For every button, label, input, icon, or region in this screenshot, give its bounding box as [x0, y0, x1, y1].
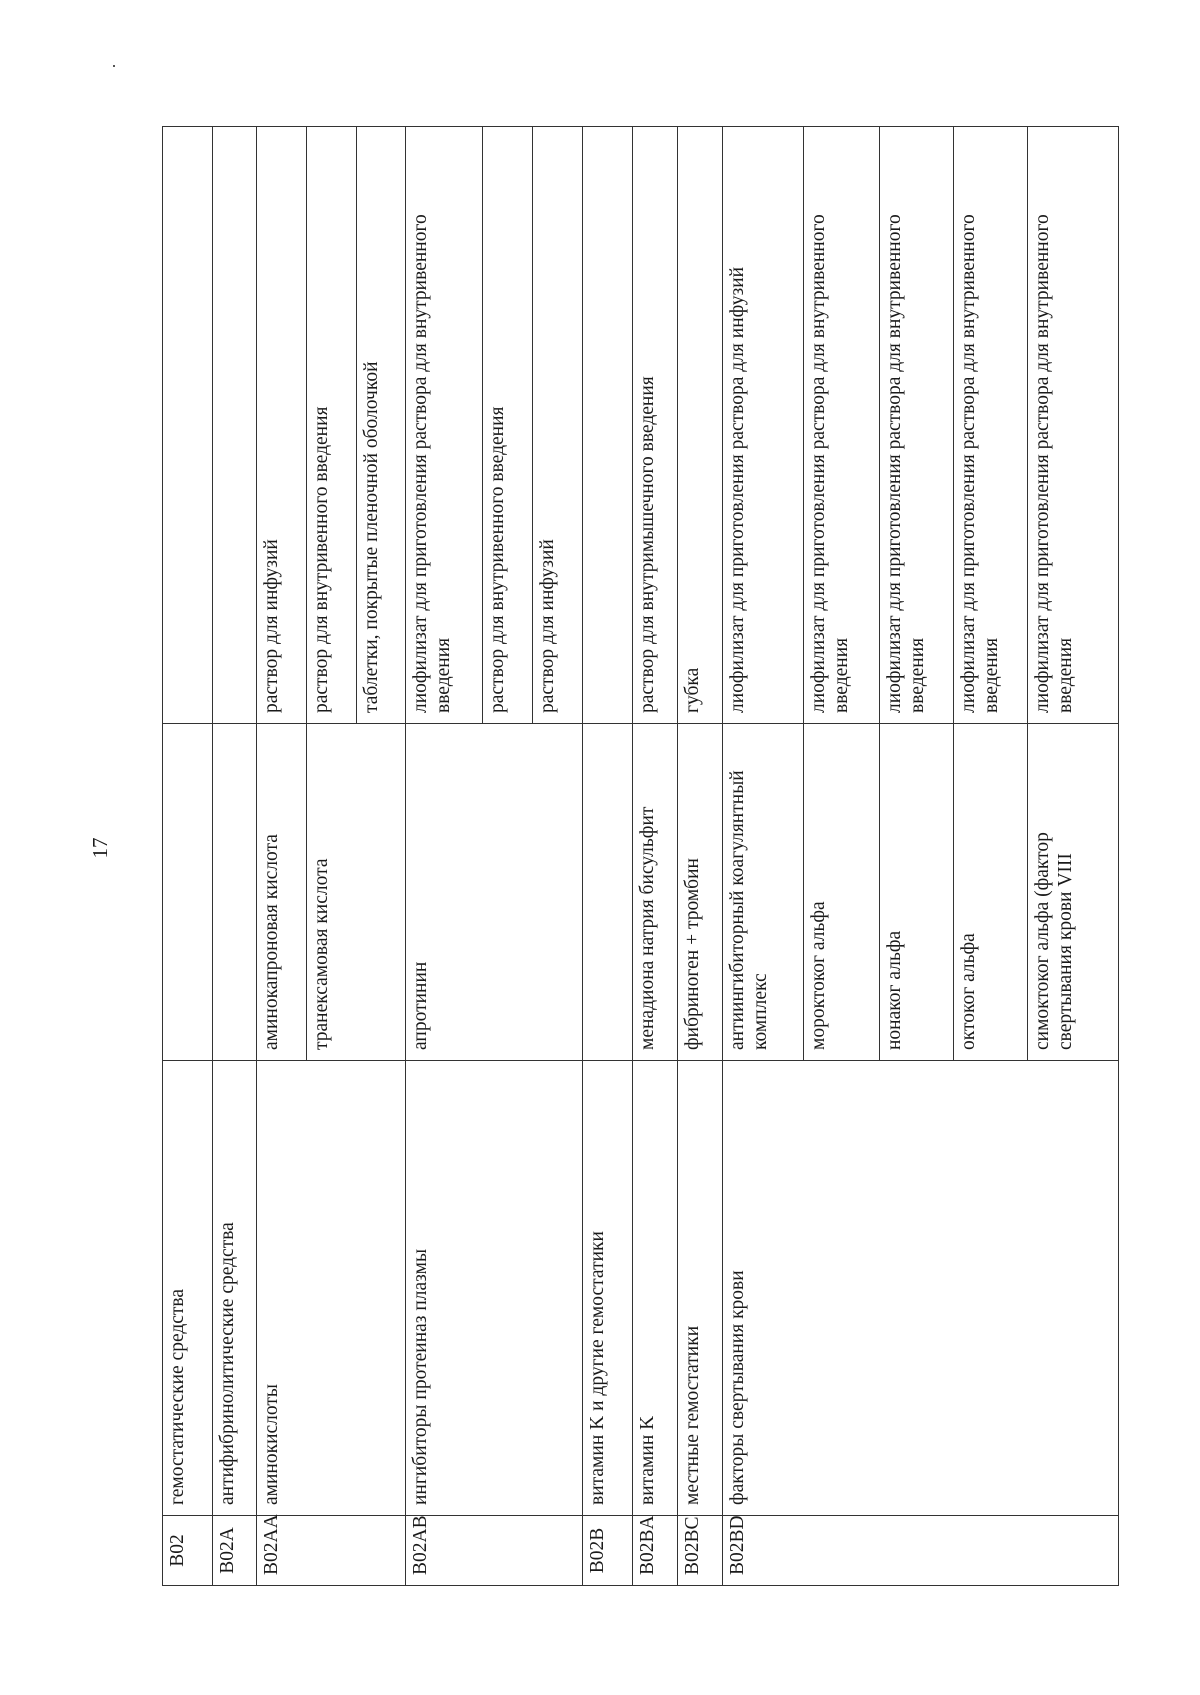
dosage-form: раствор для внутримышечного введения [632, 127, 677, 724]
atc-code: B02BD [723, 1516, 1119, 1586]
dosage-form: губка [677, 127, 722, 724]
drug-name: мороктоког альфа [803, 724, 879, 1061]
drug-name: транексамовая кислота [306, 724, 405, 1061]
dosage-form: лиофилизат для приготовления раствора для инфузий [723, 127, 803, 724]
page-number: 17 [88, 837, 112, 859]
table-row [632, 127, 677, 1586]
group-name: местные гемостатики [677, 1061, 722, 1516]
group-name: аминокислоты [257, 1061, 406, 1516]
drug-name [212, 724, 256, 1061]
atc-code: B02AB [406, 1516, 583, 1586]
drug-name [163, 724, 213, 1061]
dosage-form: лиофилизат для приготовления раствора для внутривенного введения [1027, 127, 1118, 724]
table-row [257, 127, 307, 1586]
drug-name: антиингибиторный коагулянтный комплекс [723, 724, 803, 1061]
table-row [677, 127, 722, 1586]
dosage-form: лиофилизат для приготовления раствора для внутривенного введения [879, 127, 953, 724]
atc-code: B02AA [257, 1516, 406, 1586]
atc-code: B02B [582, 1516, 632, 1586]
dosage-form: раствор для инфузий [257, 127, 307, 724]
dosage-form [163, 127, 213, 724]
group-name: антифибринолитические средства [212, 1061, 256, 1516]
table-row [723, 127, 803, 1586]
drug-name: октоког альфа [953, 724, 1027, 1061]
drug-table-rotated [162, 127, 1119, 1586]
drug-name: менадиона натрия бисульфит [632, 724, 677, 1061]
atc-code: B02BC [677, 1516, 722, 1586]
drug-name [582, 724, 632, 1061]
dosage-form: раствор для внутривенного введения [483, 127, 533, 724]
table-row [163, 127, 213, 1586]
dosage-form [212, 127, 256, 724]
group-name: витамин K и другие гемостатики [582, 1061, 632, 1516]
table-row [582, 127, 632, 1586]
group-name: факторы свертывания крови [723, 1061, 1119, 1516]
drug-name: фибриноген + тромбин [677, 724, 722, 1061]
drug-name: симоктоког альфа (фактор свертывания крови VIII [1027, 724, 1118, 1061]
dosage-form: лиофилизат для приготовления раствора для внутривенного введения [803, 127, 879, 724]
dosage-form [582, 127, 632, 724]
dosage-form: таблетки, покрытые пленочной оболочкой [356, 127, 406, 724]
drug-table [162, 126, 1119, 1586]
atc-code: B02BA [632, 1516, 677, 1586]
table-row [212, 127, 256, 1586]
scan-speck [113, 65, 115, 67]
dosage-form: раствор для инфузий [533, 127, 583, 724]
group-name: ингибиторы протеиназ плазмы [406, 1061, 583, 1516]
atc-code: B02A [212, 1516, 256, 1586]
table-row [406, 127, 483, 1586]
drug-name: нонаког альфа [879, 724, 953, 1061]
drug-name: апротинин [406, 724, 583, 1061]
dosage-form: лиофилизат для приготовления раствора для внутривенного введения [406, 127, 483, 724]
atc-code: B02 [163, 1516, 213, 1586]
group-name: витамин K [632, 1061, 677, 1516]
drug-name: аминокапроновая кислота [257, 724, 307, 1061]
dosage-form: лиофилизат для приготовления раствора для внутривенного введения [953, 127, 1027, 724]
dosage-form: раствор для внутривенного введения [306, 127, 356, 724]
group-name: гемостатические средства [163, 1061, 213, 1516]
